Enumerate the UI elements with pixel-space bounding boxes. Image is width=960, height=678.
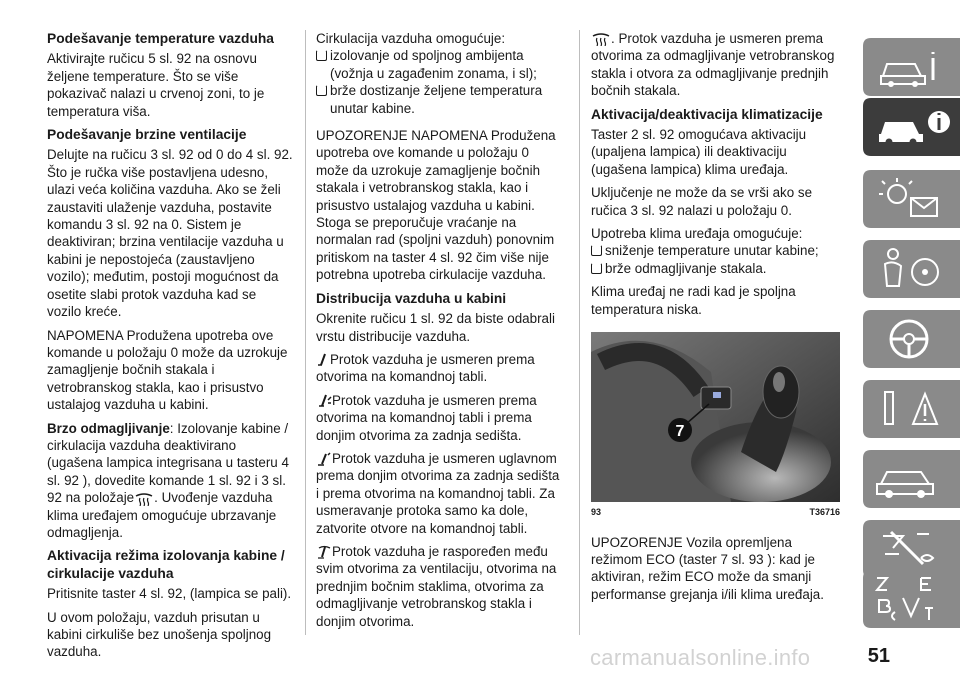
para-recirc-press: Pritisnite taster 4 sl. 92, (lampica se pali).: [47, 586, 292, 602]
figure-93-photo: [591, 332, 840, 502]
airflow-face-icon: [316, 353, 330, 367]
figure-number: 93: [591, 507, 602, 518]
para-ac-condition: Uključenje ne može da se vrši ako se ručica 3 sl. 92 nalazi u položaju 0.: [591, 185, 813, 218]
index-letters-icon: [863, 570, 960, 628]
quick-defog-text-b: . Uvođenje vazduha klima uređajem omogućuje ubrzavanje odmagljenja.: [47, 490, 277, 540]
tab-index[interactable]: [863, 570, 960, 628]
page-number: 51: [867, 645, 890, 667]
heading-ac-toggle: Aktivacija/deaktivacija klimatizacije: [591, 106, 823, 122]
warning-recirc: UPOZORENJE NAPOMENA Produžena upotreba ove komande u položaju 0 može da uzrokuje zamagljenje bočnih stakala i vetrobranskog stakla, kao i prisustvo ustalajog vazduha u kabini. Stoga se preporučuje vraćanje na normalan rad (spoljni vazduh) ponovnim pritiskom na taster 4 sl. 92 čim više nije potrebna upotreba cirkulacije vazduha.: [316, 128, 556, 283]
safety-icon: [863, 240, 960, 298]
recirc-benefits-intro: Cirkulacija vazduha omogućuje:: [316, 31, 506, 46]
tab-car-info-active[interactable]: [863, 98, 960, 156]
bullet-faster-temp-text: brže dostizanje željene temperatura unutar kabine.: [330, 83, 543, 116]
dist-feet-text: Protok vazduha je usmeren uglavnom prema donjim otvorima za zadnja sedišta i prema otvorima na komandnoj tabli. Za usmeravanje protoka samo ka dole, zatvorite otvore na komandnoj tabli.: [316, 450, 560, 536]
column-divider-2: [579, 30, 580, 635]
figure-code: T36716: [809, 507, 840, 518]
bullet-marker: [316, 50, 327, 61]
emergency-icon: [863, 380, 960, 438]
para-fan-speed: Delujte na ručicu 3 sl. 92 od 0 do 4 sl. 92. Što je ručka više postavljena udesno, ulazi veća količina vazduha. Ako se želi zaustaviti ulaženje vazduha, postavite komandu 3 sl. 92 na 0. Sistem je deaktiviran; brzina ventilacije vazduha u kabini je nepostojeća (zaustavljeno vozilo); međutim, postoji mogućnost da osetite slabi protok vazduha kad se vozilo kreće.: [47, 147, 293, 320]
tab-starting-driving[interactable]: [863, 310, 960, 368]
para-ac-button: Taster 2 sl. 92 omogućava aktivaciju (upaljena lampica) ili deaktivaciju (ugašena lampica) klima uređaja.: [591, 127, 807, 177]
column-right: [591, 30, 840, 609]
steering-wheel-icon: [863, 310, 960, 368]
bullet-faster-defog: [591, 260, 840, 277]
para-distribution: Okrenite ručicu 1 sl. 92 da biste odabrali vrstu distribucije vazduha.: [316, 311, 555, 344]
maintenance-car-icon: [863, 450, 960, 508]
airflow-face-feet-icon: [316, 394, 332, 408]
figure-caption: [591, 504, 840, 521]
bullet-isolation: [316, 47, 565, 82]
heading-fan-speed: Podešavanje brzine ventilacije: [47, 127, 247, 143]
bullet-marker: [591, 263, 602, 274]
tab-safety[interactable]: [863, 240, 960, 298]
column-divider-1: [305, 30, 306, 635]
heading-distribution: Distribucija vazduha u kabini: [316, 290, 507, 306]
heading-temperature: Podešavanje temperature vazduha: [47, 31, 274, 46]
tab-emergency[interactable]: [863, 380, 960, 438]
para-defrost-mode: [591, 30, 840, 100]
para-quick-defog: [47, 420, 293, 542]
bullet-faster-temp: [316, 82, 565, 117]
bullet-marker: [591, 245, 602, 256]
bullet-lower-temp-text: sniženje temperature unutar kabine;: [605, 243, 819, 259]
bullet-isolation-text: izolovanje od spoljnog ambijenta (vožnja u zagađenim zonama, i sl);: [330, 48, 537, 81]
para-recirc-benefits: [316, 30, 565, 47]
windshield-defrost-icon: [591, 32, 611, 46]
quick-defog-label: Brzo odmagljivanje: [47, 420, 170, 436]
defrost-mode-text: . Protok vazduha je usmeren prema otvorima za odmagljivanje vetrobranskog stakla i otvora za odmagljivanje prednjih bočnih stakala.: [591, 31, 835, 99]
para-recirc-desc: U ovom položaju, vazduh prisutan u kabini cirkuliše bez unošenja spoljnog vazduha.: [47, 609, 272, 660]
bullet-marker: [316, 85, 327, 96]
dist-dashboard-feet: [316, 392, 565, 444]
chapter-tabs: [850, 0, 960, 678]
column-middle: [316, 30, 565, 636]
dist-dashboard-feet-text: Protok vazduha je usmeren prema otvorima na komandnoj tabli i prema donjim otvorima za zadnja sedišta.: [316, 392, 537, 443]
column-left: [47, 30, 293, 667]
para-ac-benefits: Upotreba klima uređaja omogućuje:: [591, 226, 803, 242]
para-ac-low-temp: Klima uređaj ne radi kad je spoljna temperatura niska.: [591, 284, 796, 317]
bullet-lower-temp: [591, 242, 840, 259]
airflow-all-icon: [316, 545, 332, 559]
warning-lights-icon: [863, 170, 960, 228]
dist-all: [316, 543, 565, 630]
dist-all-text: Protok vazduha je raspoređen među svim otvorima za ventilaciju, otvorima na prednjim bočnim staklima, otvorima za odmagljivanje vetrobranskog stakla i donjim otvorima.: [316, 543, 557, 629]
tab-maintenance[interactable]: [863, 450, 960, 508]
para-temperature: Aktivirajte ručicu 5 sl. 92 na osnovu željene temperature. Što se više pokazivač nalazi u crvenoj zoni, to je temperatura viša.: [47, 51, 265, 119]
tab-car-info[interactable]: [863, 38, 960, 96]
tab-warning-lights[interactable]: [863, 170, 960, 228]
windshield-defrost-icon: [134, 492, 154, 506]
car-info-icon: [863, 38, 960, 96]
watermark: carmanualsonline.info: [590, 645, 811, 670]
dist-dashboard: [316, 351, 565, 386]
bullet-faster-defog-text: brže odmagljivanje stakala.: [605, 260, 767, 276]
dist-feet: [316, 450, 565, 537]
dist-dashboard-text: Protok vazduha je usmeren prema otvorima na komandnoj tabli.: [316, 351, 535, 385]
airflow-feet-icon: [316, 452, 332, 466]
car-info-active-icon: [863, 98, 960, 156]
warning-eco: UPOZORENJE Vozila opremljena režimom ECO (taster 7 sl. 93 ): kad je aktiviran, režim ECO može da smanji performanse grejanja i/ili klima uređaja.: [591, 534, 824, 602]
figure-callout-7: 7: [675, 423, 685, 441]
quick-defog-text-a: : Izolovanje kabine / cirkulacija vazduha deaktivirano (ugašena lampica integrisana u tasteru 4 sl. 92 ), dovedite komande 1 sl. 92 i 3 sl. 92 na položaje: [47, 420, 289, 506]
note-fan-speed: NAPOMENA Produžena upotreba ove komande u položaju 0 može da uzrokuje zamagljenje bočnih stakala i vetrobranskog stakla, kao i prisustvo ustalajog vazduha u kabini.: [47, 327, 288, 413]
dashboard-photo-illustration: [591, 332, 840, 502]
heading-recirculation: Aktivacija režima izolovanja kabine / cirkulacije vazduha: [47, 548, 285, 581]
